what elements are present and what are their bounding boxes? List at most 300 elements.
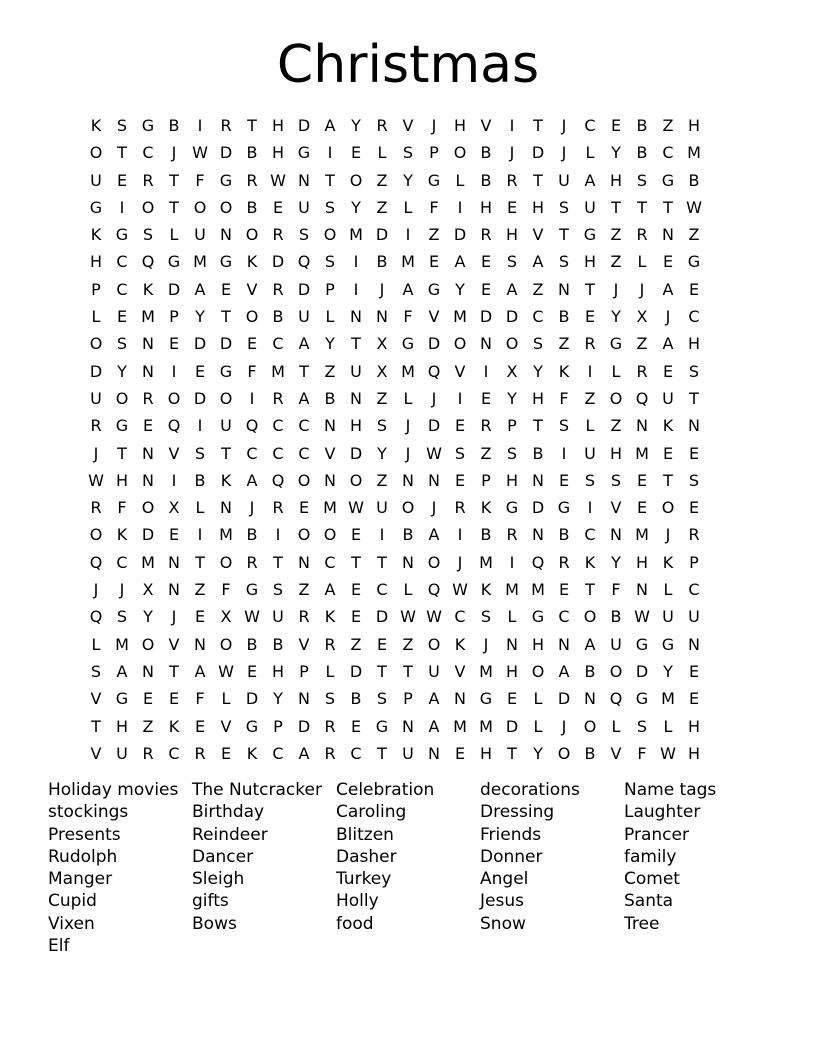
grid-letter: L [611,361,621,381]
word-row [48,890,768,912]
grid-letter: G [219,252,233,272]
grid-letter: D [297,716,311,736]
grid-letter: R [220,116,232,135]
grid-letter: Q [531,552,545,572]
grid-letter: A [454,252,466,272]
grid-letter: O [245,225,259,245]
grid-letter: K [662,552,674,572]
grid-letter: L [403,388,413,408]
grid-letter: C [584,116,596,135]
grid-letter: Q [609,689,623,709]
grid-letter: T [663,470,673,490]
grid-letter: S [636,716,648,736]
grid-letter: V [532,225,544,245]
grid-letter: G [635,689,649,709]
grid-letter: O [89,525,103,545]
grid-letter: O [89,143,103,163]
grid-letter: N [142,334,154,354]
grid-letter: N [688,416,700,436]
grid-letter: S [142,225,154,245]
grid-letter: T [117,143,127,163]
grid-letter: B [246,634,258,654]
word-item: Comet [624,869,680,890]
grid-letter: M [505,580,519,600]
grid-letter: A [428,716,440,736]
grid-letter: T [351,552,361,572]
grid-letter: O [167,388,181,408]
grid-row [83,713,733,740]
grid-letter: F [559,388,569,408]
grid-row [83,248,733,275]
grid-letter: C [168,743,180,763]
grid-letter: E [688,498,700,518]
grid-letter: I [275,525,281,545]
grid-letter: V [324,443,336,463]
grid-letter: U [428,661,440,681]
grid-letter: T [559,225,569,245]
grid-letter: B [168,116,180,135]
grid-letter: L [455,170,465,190]
grid-letter: J [509,143,515,163]
grid-letter: T [351,334,361,354]
grid-letter: G [531,607,545,627]
grid-letter: B [584,661,596,681]
grid-letter: G [609,334,623,354]
grid-letter: Y [611,143,621,163]
grid-letter: Z [350,634,362,654]
grid-letter: F [221,580,231,600]
grid-letter: D [557,689,571,709]
grid-letter: C [688,307,700,327]
word-item: Cupid [48,891,97,912]
grid-letter: D [219,334,233,354]
grid-letter: K [324,607,336,627]
grid-row [83,139,733,166]
grid-letter: G [505,498,519,518]
grid-letter: U [402,743,414,763]
grid-letter: C [350,743,362,763]
grid-letter: E [636,470,648,490]
grid-letter: M [115,634,129,654]
grid-letter: V [454,361,466,381]
grid-letter: C [584,525,596,545]
grid-row [83,658,733,685]
grid-letter: B [636,143,648,163]
grid-letter: P [299,661,309,681]
grid-letter: I [509,552,515,572]
grid-letter: E [168,334,180,354]
grid-letter: V [610,498,622,518]
grid-letter: N [480,334,492,354]
grid-row [83,740,733,767]
grid-letter: P [169,307,179,327]
grid-letter: D [193,334,207,354]
grid-letter: R [142,170,154,190]
grid-letter: O [453,334,467,354]
grid-letter: S [688,470,700,490]
word-item: Presents [48,824,121,845]
grid-letter: M [687,143,701,163]
grid-letter: H [687,334,701,354]
grid-letter: Z [376,170,388,190]
grid-letter: D [271,252,285,272]
grid-letter: F [117,498,127,518]
word-item: Santa [624,891,674,912]
grid-letter: C [116,252,128,272]
grid-letter: U [220,416,232,436]
grid-letter: C [558,607,570,627]
grid-letter: T [221,307,231,327]
grid-letter: G [401,334,415,354]
grid-letter: N [688,634,700,654]
grid-letter: B [610,607,622,627]
grid-letter: Z [558,334,570,354]
grid-letter: J [171,143,177,163]
grid-letter: D [531,143,545,163]
grid-letter: B [272,634,284,654]
grid-letter: R [376,116,388,135]
grid-letter: R [480,416,492,436]
grid-letter: G [427,170,441,190]
word-item: Friends [480,824,542,845]
word-item: stockings [48,802,129,823]
grid-letter: E [298,498,310,518]
grid-letter: V [428,307,440,327]
grid-letter: E [376,634,388,654]
grid-letter: X [376,334,388,354]
grid-letter: R [246,170,258,190]
grid-letter: O [297,470,311,490]
grid-letter: K [142,279,154,299]
grid-letter: M [531,580,545,600]
grid-letter: T [585,580,595,600]
grid-letter: G [245,716,259,736]
grid-letter: N [610,525,622,545]
grid-letter: D [427,334,441,354]
grid-letter: K [246,252,258,272]
grid-letter: E [350,716,362,736]
grid-letter: W [660,743,676,763]
grid-letter: R [272,279,284,299]
grid-letter: U [662,607,674,627]
grid-letter: B [480,525,492,545]
grid-letter: S [324,689,336,709]
grid-letter: V [454,661,466,681]
grid-letter: O [427,552,441,572]
grid-letter: N [558,279,570,299]
grid-letter: K [454,634,466,654]
grid-letter: D [479,307,493,327]
grid-letter: T [533,116,543,135]
grid-letter: R [558,552,570,572]
grid-letter: Z [324,361,336,381]
grid-letter: S [558,197,570,217]
grid-letter: R [324,716,336,736]
grid-letter: E [662,361,674,381]
grid-letter: X [168,498,180,518]
grid-row [83,440,733,467]
grid-letter: U [194,225,206,245]
word-item: family [624,846,677,867]
word-item: Manger [48,869,113,890]
grid-letter: N [324,470,336,490]
grid-letter: U [688,607,700,627]
grid-letter: S [688,361,700,381]
grid-letter: U [584,197,596,217]
grid-letter: H [609,170,623,190]
grid-letter: R [272,498,284,518]
grid-letter: Z [142,716,154,736]
grid-letter: I [587,361,593,381]
grid-letter: Y [455,279,465,299]
grid-letter: H [453,116,467,135]
word-list [48,779,768,957]
grid-letter: I [353,279,359,299]
grid-letter: A [428,689,440,709]
grid-letter: P [481,470,491,490]
grid-letter: R [272,225,284,245]
grid-letter: G [687,252,701,272]
grid-letter: M [193,252,207,272]
grid-letter: L [637,252,647,272]
grid-row [83,549,733,576]
grid-letter: J [431,498,437,518]
word-item: Prancer [624,824,689,845]
grid-letter: A [428,525,440,545]
grid-letter: O [349,470,363,490]
grid-letter: C [272,334,284,354]
grid-letter: A [298,334,310,354]
grid-letter: O [609,661,623,681]
grid-letter: M [479,661,493,681]
grid-letter: T [533,416,543,436]
grid-row [83,167,733,194]
grid-letter: G [141,116,155,135]
grid-letter: J [405,416,411,436]
word-row [48,846,768,868]
grid-letter: L [663,580,673,600]
grid-letter: U [298,307,310,327]
grid-letter: B [480,143,492,163]
grid-letter: Y [273,689,283,709]
grid-letter: I [457,525,463,545]
grid-letter: P [91,279,101,299]
grid-letter: Y [143,607,153,627]
grid-letter: E [168,525,180,545]
grid-letter: O [115,388,129,408]
grid-letter: D [167,279,181,299]
grid-letter: N [298,170,310,190]
grid-letter: A [558,661,570,681]
grid-letter: W [192,143,208,163]
grid-letter: R [194,743,206,763]
word-row [48,913,768,935]
grid-letter: N [142,443,154,463]
grid-letter: K [480,580,492,600]
grid-letter: M [453,716,467,736]
grid-letter: H [687,716,701,736]
grid-letter: M [349,225,363,245]
grid-letter: H [687,116,701,135]
grid-letter: J [379,279,385,299]
grid-letter: G [245,580,259,600]
grid-letter: F [429,197,439,217]
grid-letter: Z [610,416,622,436]
grid-letter: U [350,361,362,381]
grid-letter: U [610,634,622,654]
grid-letter: R [298,607,310,627]
grid-letter: O [583,607,597,627]
word-item: Laughter [624,802,701,823]
word-item: Jesus [480,891,524,912]
grid-letter: O [141,197,155,217]
grid-letter: D [89,361,103,381]
grid-letter: H [687,743,701,763]
grid-letter: E [194,716,206,736]
grid-letter: J [561,116,567,135]
grid-row [83,412,733,439]
grid-letter: S [558,416,570,436]
word-item: Dressing [480,802,555,823]
grid-letter: T [273,552,283,572]
grid-letter: M [219,525,233,545]
grid-letter: P [429,143,439,163]
grid-row [83,385,733,412]
grid-letter: G [661,170,675,190]
grid-letter: C [324,552,336,572]
grid-letter: I [587,498,593,518]
grid-letter: Z [610,225,622,245]
grid-letter: N [194,634,206,654]
grid-letter: T [507,743,517,763]
grid-letter: H [583,252,597,272]
grid-row [83,603,733,630]
grid-letter: Z [480,443,492,463]
grid-letter: J [249,498,255,518]
grid-letter: G [557,498,571,518]
grid-letter: G [661,634,675,654]
grid-letter: N [636,580,648,600]
grid-letter: I [197,525,203,545]
grid-letter: W [218,661,234,681]
grid-letter: J [405,443,411,463]
grid-letter: E [662,443,674,463]
grid-letter: T [377,743,387,763]
grid-letter: S [116,334,128,354]
grid-letter: R [142,743,154,763]
grid-letter: T [637,197,647,217]
grid-letter: Y [403,170,413,190]
grid-letter: D [375,225,389,245]
grid-letter: I [405,225,411,245]
grid-letter: V [246,279,258,299]
grid-letter: S [506,443,518,463]
grid-letter: Y [117,361,127,381]
word-item: Elf [48,936,70,957]
grid-letter: J [431,388,437,408]
grid-letter: H [531,197,545,217]
grid-letter: C [298,416,310,436]
grid-letter: Z [194,580,206,600]
grid-letter: V [220,716,232,736]
grid-letter: K [168,716,180,736]
grid-letter: L [325,661,335,681]
grid-letter: I [561,443,567,463]
grid-letter: U [558,170,570,190]
grid-letter: O [427,634,441,654]
grid-letter: G [635,634,649,654]
grid-letter: W [348,498,364,518]
grid-letter: O [453,143,467,163]
grid-letter: T [325,170,335,190]
grid-letter: S [116,607,128,627]
grid-letter: M [401,252,415,272]
grid-letter: P [325,279,335,299]
grid-letter: O [557,743,571,763]
grid-letter: L [91,634,101,654]
grid-letter: R [142,388,154,408]
grid-letter: O [609,388,623,408]
grid-letter: N [454,689,466,709]
grid-letter: S [480,607,492,627]
grid-letter: U [584,443,596,463]
grid-letter: W [452,580,468,600]
grid-letter: H [531,388,545,408]
grid-letter: Y [663,661,673,681]
word-item: Bows [192,913,237,934]
grid-letter: O [349,170,363,190]
grid-letter: Q [427,580,441,600]
grid-letter: Y [533,743,543,763]
grid-letter: I [379,525,385,545]
grid-letter: J [93,580,99,600]
grid-letter: D [297,279,311,299]
grid-letter: E [610,116,622,135]
grid-letter: D [453,225,467,245]
word-row [48,935,768,957]
grid-letter: E [220,279,232,299]
grid-letter: H [271,143,285,163]
grid-letter: W [634,607,650,627]
grid-letter: O [219,197,233,217]
grid-letter: I [171,470,177,490]
grid-letter: N [584,689,596,709]
grid-letter: K [480,498,492,518]
grid-letter: S [272,580,284,600]
grid-letter: C [454,607,466,627]
grid-letter: B [480,170,492,190]
grid-letter: T [195,552,205,572]
grid-letter: E [688,443,700,463]
grid-letter: X [142,580,154,600]
grid-letter: E [480,388,492,408]
grid-letter: J [561,143,567,163]
grid-letter: B [532,443,544,463]
grid-letter: G [167,252,181,272]
grid-letter: T [611,197,621,217]
grid-letter: A [324,116,336,135]
grid-letter: M [479,552,493,572]
grid-letter: R [324,743,336,763]
grid-letter: O [323,225,337,245]
grid-letter: N [428,470,440,490]
grid-letter: C [532,307,544,327]
grid-letter: N [142,661,154,681]
grid-letter: E [662,252,674,272]
grid-letter: E [350,525,362,545]
grid-letter: L [533,689,543,709]
grid-letter: E [454,743,466,763]
